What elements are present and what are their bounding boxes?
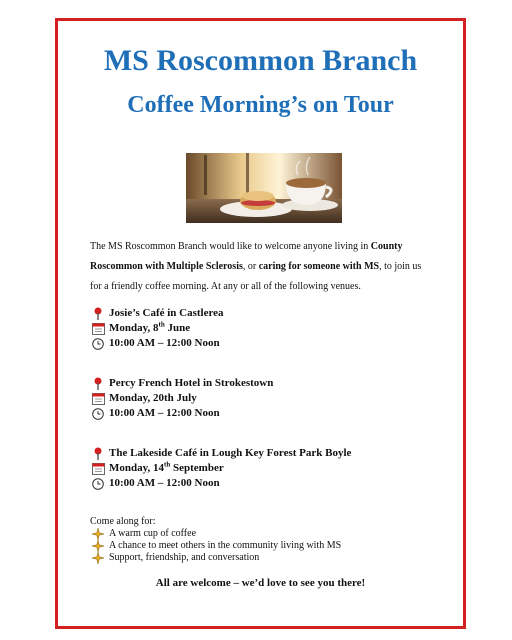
venue-name: The Lakeside Café in Lough Key Forest Park Boyle (109, 447, 352, 459)
pin-icon (90, 447, 106, 461)
clock-icon (90, 408, 106, 420)
venue-time-row (90, 336, 450, 351)
venue-date: Monday, 14th September (109, 460, 224, 474)
venue-name: Josie’s Café in Castlerea (109, 307, 224, 319)
come-along-heading: Come along for: (90, 516, 156, 527)
sparkle-icon (90, 552, 106, 564)
venue-time-row (90, 406, 450, 421)
venue-date: Monday, 20th July (109, 392, 197, 404)
venue-name: Percy French Hotel in Strokestown (109, 377, 274, 389)
pin-icon (90, 307, 106, 321)
venue-block (90, 446, 450, 491)
clock-icon (90, 478, 106, 490)
calendar-icon (90, 322, 106, 335)
venue-time-row (90, 476, 450, 491)
calendar-icon (90, 462, 106, 475)
intro-paragraph: The MS Roscommon Branch would like to welcome anyone living in County Roscommon with Multiple Sclerosis, or caring for someone with MS, to join us for a friendly coffee morning. At any or all of the following venues. (90, 241, 422, 292)
closing-line: All are welcome – we’d love to see you there! (155, 577, 366, 589)
venue-name-row (90, 446, 450, 461)
venue-date: Monday, 8th June (109, 320, 191, 334)
venue-date-row (90, 461, 450, 476)
page-title: MS Roscommon Branch (103, 44, 418, 77)
list-item: A chance to meet others in the community living with MS (90, 540, 430, 552)
sparkle-icon (90, 540, 106, 552)
page-subtitle: Coffee Morning’s on Tour (127, 92, 394, 118)
list-item: Support, friendship, and conversation (90, 552, 430, 564)
venue-name-row (90, 376, 450, 391)
venue-block (90, 376, 450, 421)
venue-time: 10:00 AM – 12:00 Noon (109, 407, 220, 419)
venue-time: 10:00 AM – 12:00 Noon (109, 337, 220, 349)
pin-icon (90, 377, 106, 391)
come-along-list (90, 528, 430, 564)
venue-date-row (90, 321, 450, 336)
come-along-section (90, 516, 430, 564)
venue-time: 10:00 AM – 12:00 Noon (109, 477, 220, 489)
venue-name-row (90, 306, 450, 321)
coffee-photo (186, 153, 342, 223)
venue-date-row (90, 391, 450, 406)
sparkle-icon (90, 528, 106, 540)
list-item: A warm cup of coffee (90, 528, 430, 540)
calendar-icon (90, 392, 106, 405)
clock-icon (90, 338, 106, 350)
venue-block (90, 306, 450, 351)
